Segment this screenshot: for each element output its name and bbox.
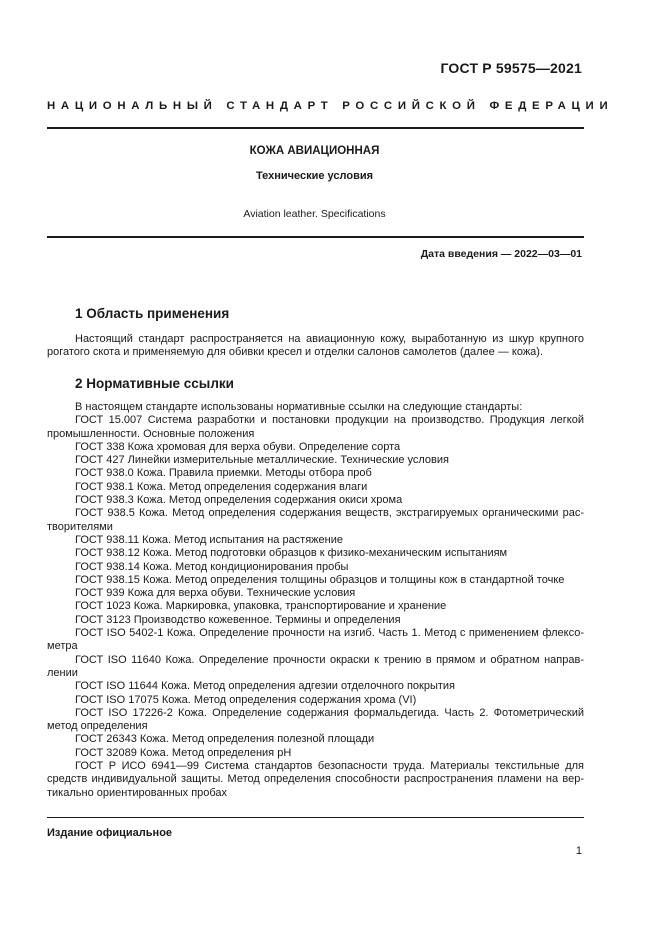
reference-item: ГОСТ ISO 11644 Кожа. Метод определения адгезии отделочного покрытия [75, 680, 456, 693]
english-title: Aviation leather. Specifications [243, 208, 386, 220]
reference-item: ГОСТ ISO 11640 Кожа. Определение прочности окраски к трению в прямом и обратном направ-лении [47, 653, 584, 679]
reference-item: ГОСТ 15.007 Система разработки и постановки продукции на производство. Продукция легкой промышленности. Основные положения [47, 414, 584, 440]
reference-item: ГОСТ 338 Кожа хромовая для верха обуви. Определение сорта [75, 440, 401, 453]
document-title: КОЖА АВИАЦИОННАЯ [249, 145, 380, 157]
official-edition: Издание официальное [47, 827, 173, 839]
date-introduced: Дата введения — 2022—03—01 [420, 248, 582, 260]
reference-item: ГОСТ ISO 5402-1 Кожа. Определение прочности на изгиб. Часть 1. Метод с применением флексо-метра [47, 627, 584, 653]
footer-rule [47, 817, 584, 818]
reference-item: ГОСТ 938.15 Кожа. Метод определения толщины образцов и толщины кож в стандартной точке [75, 573, 565, 586]
reference-item: ГОСТ 938.0 Кожа. Правила приемки. Методы отбора проб [75, 467, 372, 480]
references-intro: В настоящем стандарте использованы нормативные ссылки на следующие стандарты: [75, 401, 523, 413]
header-rule [47, 127, 584, 129]
page-number: 1 [575, 845, 582, 857]
title-rule [47, 236, 584, 238]
reference-item: ГОСТ 938.12 Кожа. Метод подготовки образцов к физико-механическим испытаниям [75, 547, 508, 560]
reference-item: ГОСТ 3123 Производство кожевенное. Термины и определения [75, 613, 401, 626]
national-standard-heading: НАЦИОНАЛЬНЫЙ СТАНДАРТ РОССИЙСКОЙ ФЕДЕРАЦИИ [47, 100, 614, 112]
reference-item: ГОСТ 1023 Кожа. Маркировка, упаковка, транспортирование и хранение [75, 600, 447, 613]
section-1-text: Настоящий стандарт распространяется на авиационную кожу, выработанную из шкур крупного рогатого скота и применяемую для обивки кресел и отделки салонов самолетов (далее — кожа). [47, 333, 584, 359]
reference-item: ГОСТ 938.11 Кожа. Метод испытания на растяжение [75, 533, 343, 546]
reference-item: ГОСТ 427 Линейки измерительные металлические. Технические условия [75, 454, 449, 467]
reference-item: ГОСТ Р ИСО 6941—99 Система стандартов безопасности труда. Материалы текстильные для средств индивидуальной защиты. Метод определения способности распространения пламени на вер-тикально ориентированных пробах [47, 760, 584, 799]
standard-code: ГОСТ Р 59575—2021 [440, 60, 582, 76]
section-1-heading: 1 Область применения [75, 306, 230, 321]
reference-item: ГОСТ 26343 Кожа. Метод определения полезной площади [75, 733, 375, 746]
reference-item: ГОСТ 938.3 Кожа. Метод определения содержания окиси хрома [75, 494, 403, 507]
reference-item: ГОСТ ISO 17075 Кожа. Метод определения содержания хрома (VI) [75, 693, 417, 706]
reference-item: ГОСТ 32089 Кожа. Метод определения pH [75, 746, 292, 759]
document-subtitle: Технические условия [255, 170, 374, 182]
reference-item: ГОСТ 938.14 Кожа. Метод кондиционирования пробы [75, 560, 349, 573]
section-2-heading: 2 Нормативные ссылки [75, 376, 234, 391]
reference-item: ГОСТ 939 Кожа для верха обуви. Технические условия [75, 587, 356, 600]
reference-item: ГОСТ 938.1 Кожа. Метод определения содержания влаги [75, 480, 368, 493]
reference-item: ГОСТ 938.5 Кожа. Метод определения содержания веществ, экстрагируемых органическими рас-творителями [47, 507, 584, 533]
section-1-body [47, 333, 584, 360]
reference-item: ГОСТ ISO 17226-2 Кожа. Определение содержания формальдегида. Часть 2. Фотометрический метод определения [47, 706, 584, 733]
section-2-body [47, 401, 584, 800]
